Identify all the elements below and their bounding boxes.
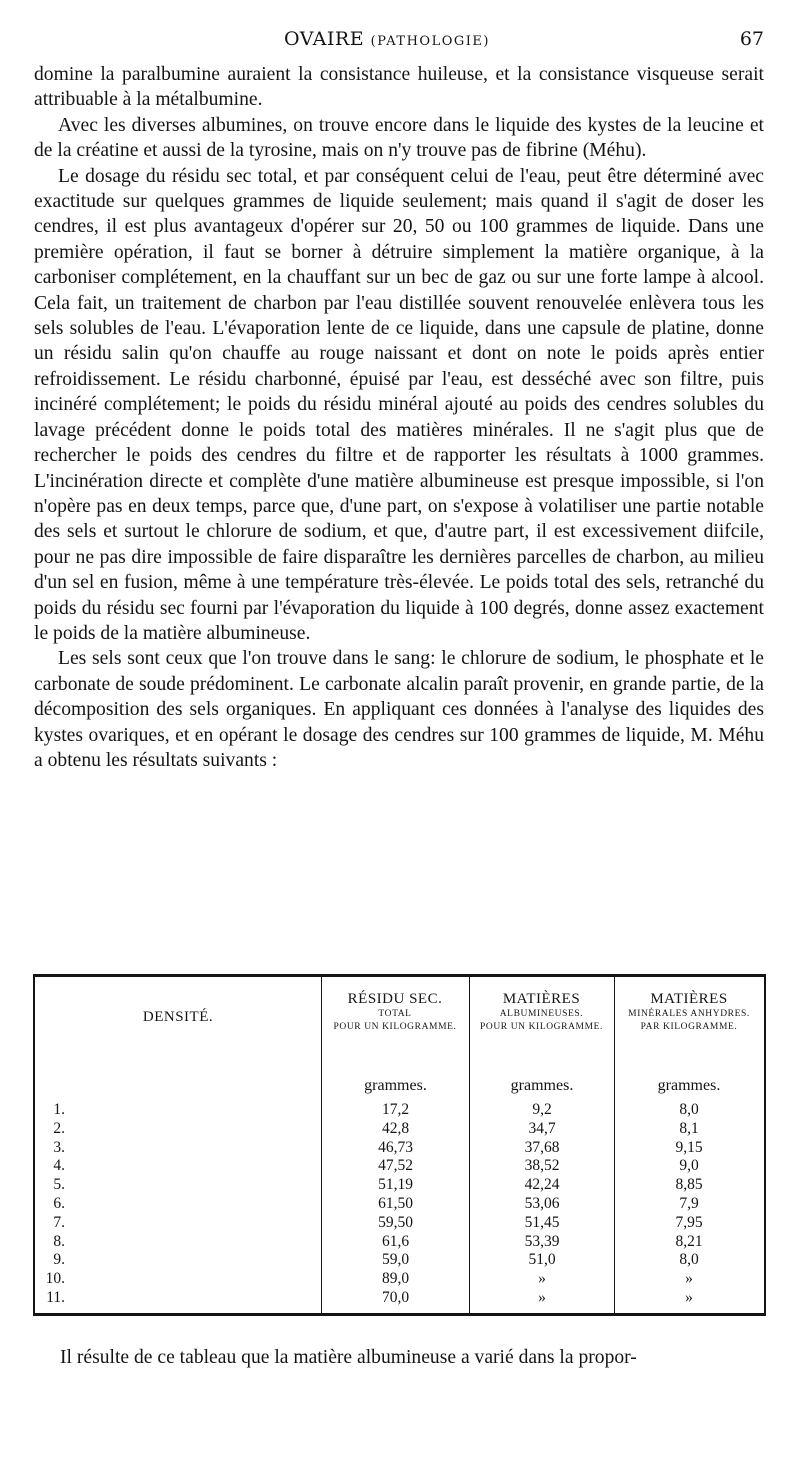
- unit-albumine: grammes.: [510, 1077, 574, 1094]
- units-row: [35, 1077, 764, 1099]
- table-row: 2. 42,8 34,7 8,1: [53, 1119, 699, 1137]
- header-minerales: MATIÈRES MINÉRALES ANHYDRES. PAR KILOGRAMME.: [628, 991, 750, 1032]
- table-row: 6. 61,50 53,06 7,9: [53, 1194, 699, 1212]
- closing-line: Il résulte de ce tableau que la matière albumineuse a varié dans la propor-: [60, 1347, 637, 1368]
- table-row: 8. 61,6 53,39 8,21: [53, 1232, 703, 1250]
- header-residu: RÉSIDU SEC. TOTAL POUR UN KILOGRAMME.: [333, 991, 457, 1032]
- table-row: 7. 59,50 51,45 7,95: [53, 1213, 703, 1231]
- page-number: 67: [739, 28, 764, 50]
- header-densite: DENSITÉ.: [142, 1009, 214, 1025]
- unit-residu: grammes.: [364, 1077, 427, 1094]
- table-row: 1. 17,2 9,2 8,0: [53, 1101, 699, 1118]
- paragraph-sels: Les sels sont ceux que l'on trouve dans le sang: le chlorure de sodium, le phosphate et le carbonate de soude prédominent. Le carbonate alcalin paraît provenir, en grande partie, de la décomposition des sels organiques. En appliquant ces données à l'analyse des liquides des kystes ovariques, et en opérant le dosage des cendres sur 100 grammes de liquide, M. Méhu a obtenu les résultats suivants :: [34, 648, 764, 771]
- table-row: 3. 46,73 37,68 9,15: [53, 1138, 703, 1156]
- table-header: [35, 977, 764, 1077]
- running-title: [284, 28, 490, 50]
- results-table: [33, 974, 766, 1316]
- table-row: 5. 51,19 42,24 8,85: [53, 1176, 703, 1194]
- table-row: 4. 47,52 38,52 9,0: [53, 1157, 699, 1175]
- table-row: 9. 59,0 51,0 8,0: [53, 1251, 699, 1269]
- running-header: [34, 28, 764, 58]
- header-albumine: MATIÈRES ALBUMINEUSES. POUR UN KILOGRAMME.: [479, 991, 604, 1032]
- running-title-main: OVAIRE: [284, 28, 365, 50]
- table-body: [35, 1101, 764, 1308]
- running-title-sub: (PATHOLOGIE): [370, 34, 490, 49]
- paragraph-continuation: domine la paralbumine auraient la consistance huileuse, et la consistance visqueuse serait attribuable à la métalbumine.: [34, 64, 764, 111]
- paragraph-albumines: Avec les diverses albumines, on trouve encore dans le liquide des kystes de la leucine et de la créatine et aussi de la tyrosine, mais on n'y trouve pas de fibrine (Méhu).: [34, 114, 764, 162]
- body-text: [34, 62, 764, 773]
- table-row: 10. 89,0 » »: [45, 1270, 693, 1288]
- table-row: 11. 70,0 » »: [46, 1288, 693, 1306]
- unit-minerales: grammes.: [657, 1077, 721, 1094]
- paragraph-dosage: Le dosage du résidu sec total, et par conséquent celui de l'eau, peut être déterminé avec exactitude sur quelques grammes de liquide seulement; mais quand il s'agit de doser les cendres, il est plus avantageux d'opérer sur 20, 50 ou 100 grammes de liquide. Dans une première opération, il faut se borner à détruire simplement la matière organique, à la carboniser complétement, en la chauffant sur un bec de gaz ou sur une forte lampe à alcool. Cela fait, un traitement de charbon par l'eau distillée souvent renouvelée enlèvera tous les sels solubles de l'eau. L'évaporation lente de ce liquide, dans une capsule de platine, donne un résidu salin qu'on chauffe au rouge naissant et dont on note le poids après entier refroidissement. Le résidu charbonné, épuisé par l'eau, est desséché avec son filtre, puis incinéré complétement; le poids du résidu minéral ajouté au poids des cendres solubles du lavage précédent donne le poids total des matières minérales. Il ne s'agit plus que de rechercher le poids des cendres du filtre et de rapporter les résultats à 1000 grammes. L'incinération directe et complète d'une matière albumineuse est presque impossible, si l'on n'opère pas en deux temps, parce que, d'une part, on s'expose à volatiliser une partie notable des sels et surtout le chlorure de sodium, et que, d'autre part, il est excessivement diifcile, pour ne pas dire impossible de faire disparaître les dernières parcelles de charbon, au milieu d'un sel en fusion, même à une température très-élevée. Le poids total des sels, retranché du poids du résidu sec fourni par l'évaporation du liquide à 100 degrés, donne assez exactement le poids de la matière albumineuse.: [34, 165, 764, 644]
